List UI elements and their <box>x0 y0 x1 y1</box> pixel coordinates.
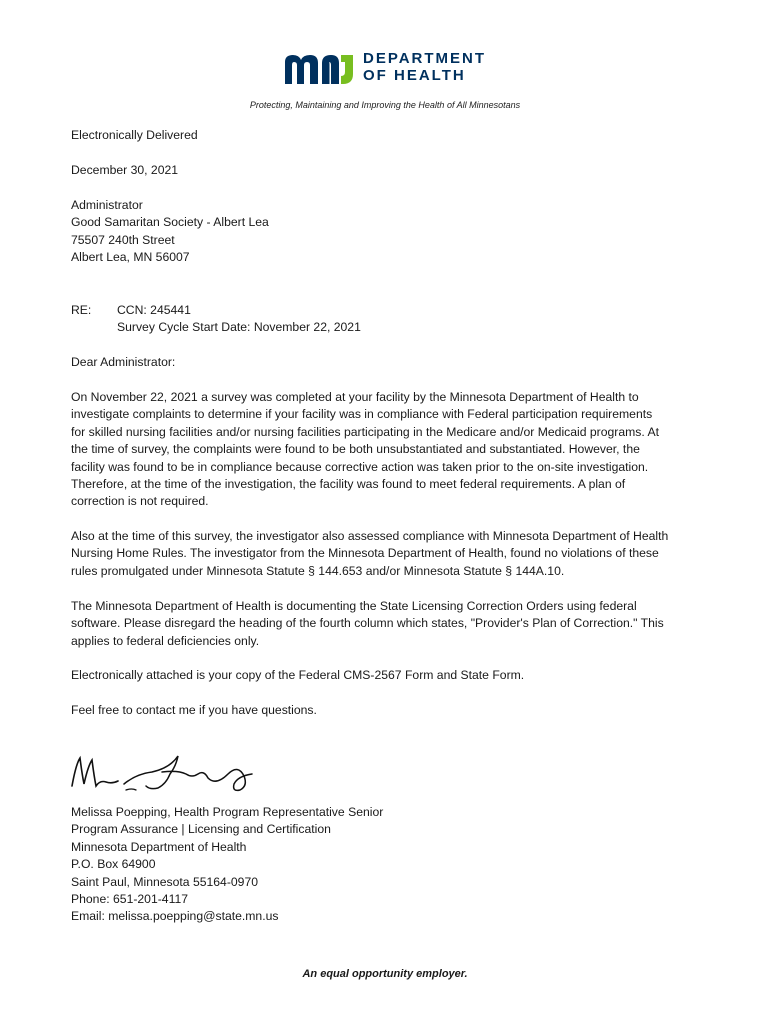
footer-eeo-statement: An equal opportunity employer. <box>302 968 468 980</box>
paragraph-line: for skilled nursing facilities and/or nursing facilities participating in the Medicare and/or Medicaid programs. At <box>71 424 659 439</box>
recipient-line: Good Samaritan Society - Albert Lea <box>71 215 269 230</box>
signature-line: Saint Paul, Minnesota 55164-0970 <box>71 874 259 889</box>
paragraph-line: Also at the time of this survey, the investigator also assessed compliance with Minnesota Department of Health <box>71 529 669 543</box>
signature-line: Phone: 651-201-4117 <box>71 892 189 907</box>
tagline: Protecting, Maintaining and Improving the Health of All Minnesotans <box>249 100 521 110</box>
paragraph-line: the time of survey, the complaints were found to be both unsubstantiated and substantiated. However, the <box>71 442 640 457</box>
paragraph-line: facility was found to be in compliance because corrective action was taken prior to the on-site investigation. <box>71 459 649 474</box>
recipient-line: 75507 240th Street <box>71 232 175 247</box>
paragraph-line: Nursing Home Rules. The investigator from the Minnesota Department of Health, found no violations of these <box>71 546 659 561</box>
signature-line: Minnesota Department of Health <box>71 839 247 854</box>
paragraph-state-rules <box>71 528 701 580</box>
paragraph-line: Feel free to contact me if you have questions. <box>71 703 317 717</box>
paragraph-line: software. Please disregard the heading of the fourth column which states, "Provider's Plan of Correction." This <box>71 616 664 631</box>
signature-line: Program Assurance | Licensing and Certification <box>71 822 331 837</box>
re-details <box>117 302 361 337</box>
paragraph-line: Therefore, at the time of the investigation, the facility was found to meet federal requirements. A plan of <box>71 477 626 492</box>
recipient-line: Administrator <box>71 198 143 212</box>
paragraph-line: Electronically attached is your copy of the Federal CMS-2567 Form and State Form. <box>71 668 525 682</box>
recipient-address <box>71 197 701 267</box>
handwritten-signature <box>66 744 266 802</box>
mdh-logo <box>283 50 503 92</box>
signature-block <box>71 804 701 926</box>
survey-date-line: Survey Cycle Start Date: November 22, 2021 <box>117 320 361 335</box>
paragraph-line: rules promulgated under Minnesota Statute § 144.653 and/or Minnesota Statute § 144A.10. <box>71 563 565 578</box>
logo-line-department: DEPARTMENT <box>363 50 487 67</box>
logo-line-of-health: OF HEALTH <box>363 67 466 84</box>
paragraph-line: investigate complaints to determine if your facility was in compliance with Federal participation requirements <box>71 407 653 422</box>
paragraph-survey-results <box>71 389 701 511</box>
paragraph-correction-orders <box>71 598 701 650</box>
re-label: RE: <box>71 303 92 317</box>
signature-line: Melissa Poepping, Health Program Representative Senior <box>71 805 384 819</box>
letter-date: December 30, 2021 <box>71 163 179 177</box>
paragraph-attachment <box>71 667 701 684</box>
logo-wordmark <box>363 50 486 84</box>
paragraph-line: applies to federal deficiencies only. <box>71 633 260 648</box>
paragraph-line: On November 22, 2021 a survey was completed at your facility by the Minnesota Department of Health to <box>71 390 639 404</box>
signature-email: Email: melissa.poepping@state.mn.us <box>71 909 279 924</box>
delivery-method: Electronically Delivered <box>71 128 198 142</box>
mn-logo-icon <box>283 52 355 86</box>
paragraph-line: correction is not required. <box>71 494 209 509</box>
paragraph-contact <box>71 702 701 719</box>
recipient-line: Albert Lea, MN 56007 <box>71 250 190 265</box>
salutation: Dear Administrator: <box>71 355 176 369</box>
paragraph-line: The Minnesota Department of Health is documenting the State Licensing Correction Orders using federal <box>71 599 637 613</box>
ccn-line: CCN: 245441 <box>117 303 191 317</box>
signature-line: P.O. Box 64900 <box>71 857 156 872</box>
